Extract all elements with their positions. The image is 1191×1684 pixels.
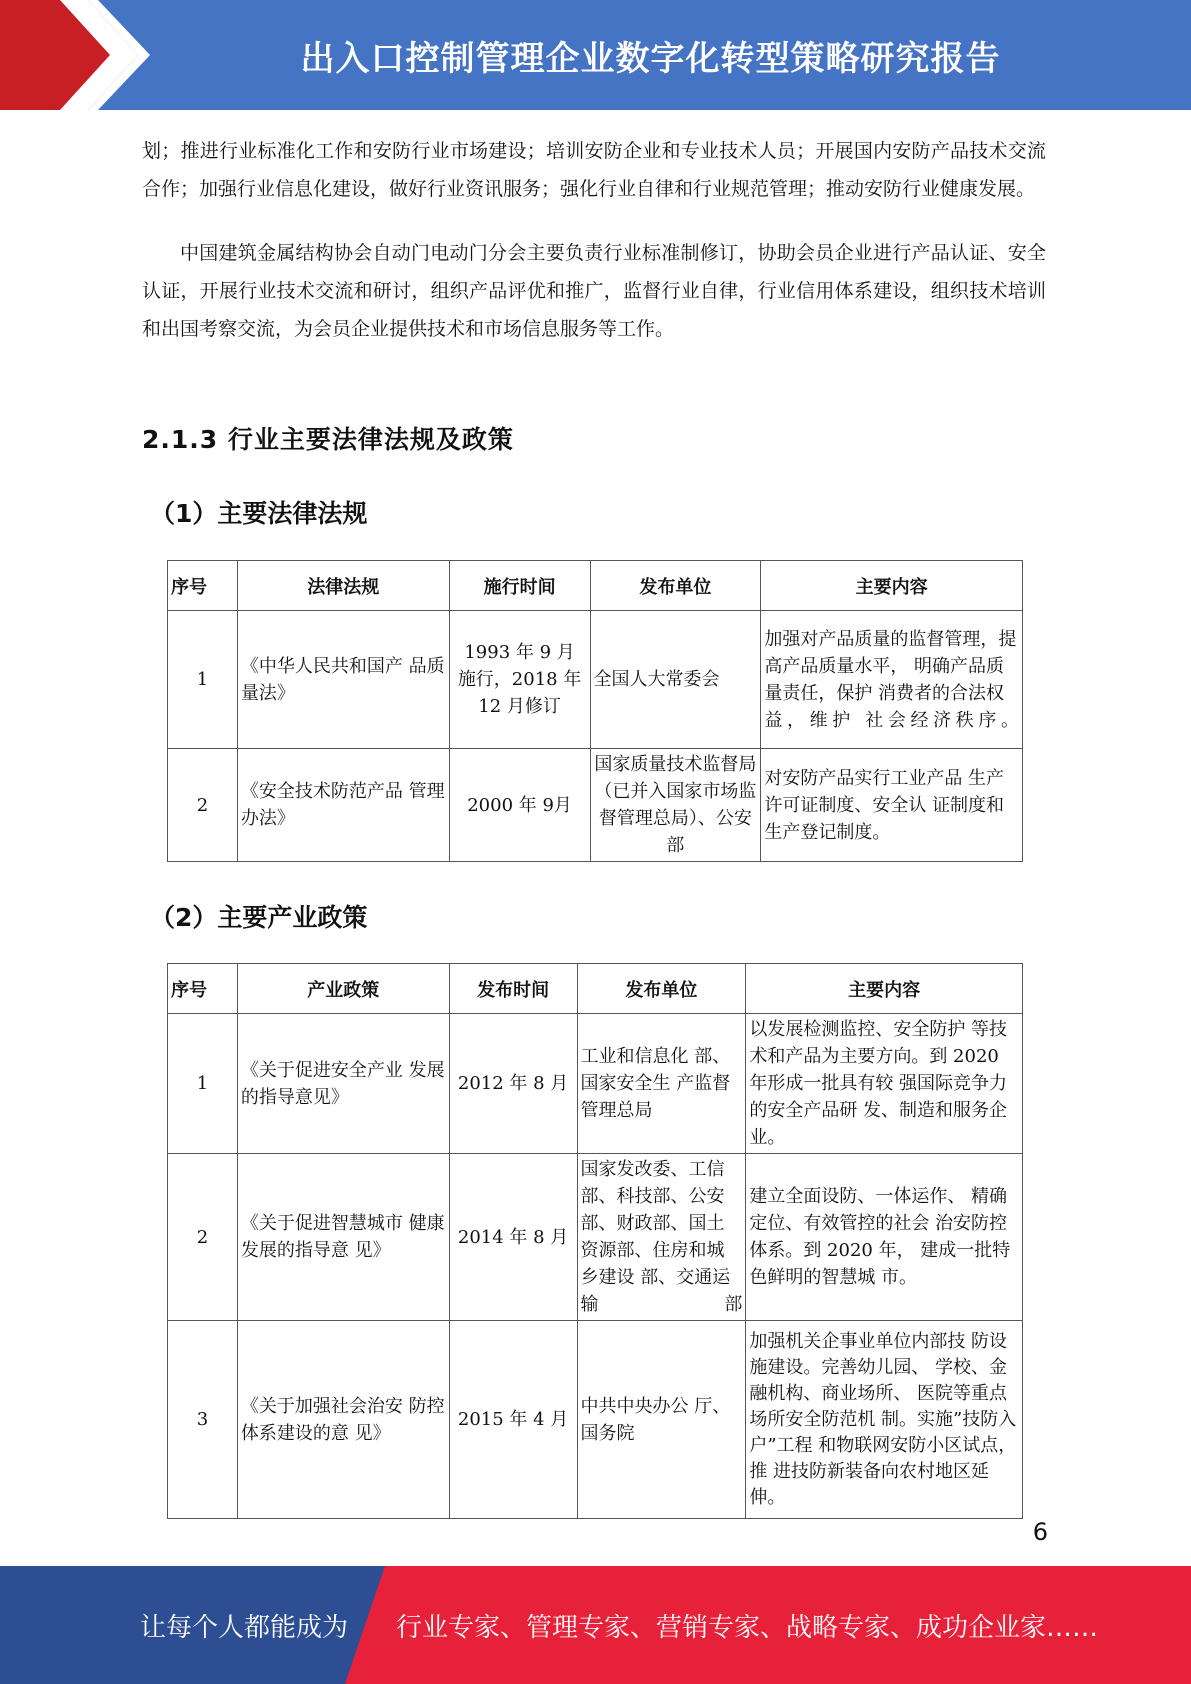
col-header-content: 主要内容 [761,561,1023,611]
laws-table [167,560,1023,862]
subheading-policies: （2）主要产业政策 [150,903,368,932]
cell-content: 对安防产品实行工业产品 生产许可证制度、安全认 证制度和生产登记制度。 [761,749,1023,862]
cell-publisher: 中共中央办公 厅、国务院 [577,1321,746,1519]
col-header-index: 序号 [168,561,238,611]
header-red-chevron [0,0,150,110]
col-header-law: 法律法规 [237,561,449,611]
cell-policy: 《关于加强社会治安 防控体系建设的意 见》 [237,1321,449,1519]
cell-publisher: 国家发改委、工信部、科技部、公安部、财政部、国土资源部、住房和城乡建设 部、交通运输部 [577,1154,746,1321]
cell-publisher: 全国人大常委会 [590,611,761,749]
cell-index: 1 [168,611,238,749]
cell-date: 2012 年 8 月 [449,1014,577,1154]
col-header-publisher: 发布单位 [577,964,746,1014]
page-number: 6 [1032,1518,1048,1546]
cell-publisher: 工业和信息化 部、国家安全生 产监督管理总局 [577,1014,746,1154]
cell-content: 加强机关企事业单位内部技 防设施建设。完善幼儿园、 学校、金融机构、商业场所、 医院等重点场所安全防范机 制。实施”技防入户”工程 和物联网安防小区试点，推 进技防新装备向农村地区延 伸。 [746,1321,1023,1519]
col-header-index: 序号 [168,964,238,1014]
col-header-policy: 产业政策 [237,964,449,1014]
cell-law: 《中华人民共和国产 品质量法》 [237,611,449,749]
cell-index: 2 [168,749,238,862]
cell-date: 1993 年 9 月 施行，2018 年 12 月修订 [449,611,590,749]
col-header-date: 施行时间 [449,561,590,611]
table-row [168,611,1023,749]
table-row [168,1154,1023,1321]
cell-law: 《安全技术防范产品 管理办法》 [237,749,449,862]
footer-banner [0,1566,1191,1684]
footer-slogan-left: 让每个人都能成为 [140,1612,349,1643]
table-row [168,749,1023,862]
cell-publisher: 国家质量技术监督局（已并入国家市场监督管理总局）、公安部 [590,749,761,862]
table-header-row [168,561,1023,611]
cell-policy: 《关于促进智慧城市 健康发展的指导意 见》 [237,1154,449,1321]
body-text [142,132,1046,348]
section-heading: 2.1.3 行业主要法律法规及政策 [142,425,514,454]
cell-content: 建立全面设防、一体运作、 精确定位、有效管控的社会 治安防控体系。到 2020 年， 建成一批特色鲜明的智慧城 市。 [746,1154,1023,1321]
table-row [168,1014,1023,1154]
cell-index: 2 [168,1154,238,1321]
col-header-content: 主要内容 [746,964,1023,1014]
cell-policy: 《关于促进安全产业 发展的指导意见》 [237,1014,449,1154]
cell-date: 2015 年 4 月 [449,1321,577,1519]
cell-content: 以发展检测监控、安全防护 等技术和产品为主要方向。到 2020 年形成一批具有较 强国际竞争力的安全产品研 发、制造和服务企业。 [746,1014,1023,1154]
cell-index: 1 [168,1014,238,1154]
paragraph-1: 划；推进行业标准化工作和安防行业市场建设；培训安防企业和专业技术人员；开展国内安防产品技术交流合作；加强行业信息化建设，做好行业资讯服务；强化行业自律和行业规范管理；推动安防行业健康发展。 [142,140,1046,200]
col-header-date: 发布时间 [449,964,577,1014]
paragraph-2: 中国建筑金属结构协会自动门电动门分会主要负责行业标准制修订，协助会员企业进行产品认证、安全认证，开展行业技术交流和研讨，组织产品评优和推广，监督行业自律，行业信用体系建设，组织技术培训和出国考察交流，为会员企业提供技术和市场信息服务等工作。 [142,242,1046,340]
header-banner [0,0,1191,110]
report-title: 出入口控制管理企业数字化转型策略研究报告 [300,38,1001,79]
footer-slogan-right: 行业专家、管理专家、营销专家、战略专家、成功企业家…… [396,1612,1099,1643]
policies-table [167,963,1023,1519]
table-header-row [168,964,1023,1014]
col-header-publisher: 发布单位 [590,561,761,611]
cell-date: 2000 年 9月 [449,749,590,862]
cell-date: 2014 年 8 月 [449,1154,577,1321]
cell-index: 3 [168,1321,238,1519]
cell-content: 加强对产品质量的监督管理，提高产品质量水平， 明确产品质量责任，保护 消费者的合法权益，维护 社会经济秩序。 [761,611,1023,749]
table-row [168,1321,1023,1519]
subheading-laws: （1）主要法律法规 [150,499,368,528]
